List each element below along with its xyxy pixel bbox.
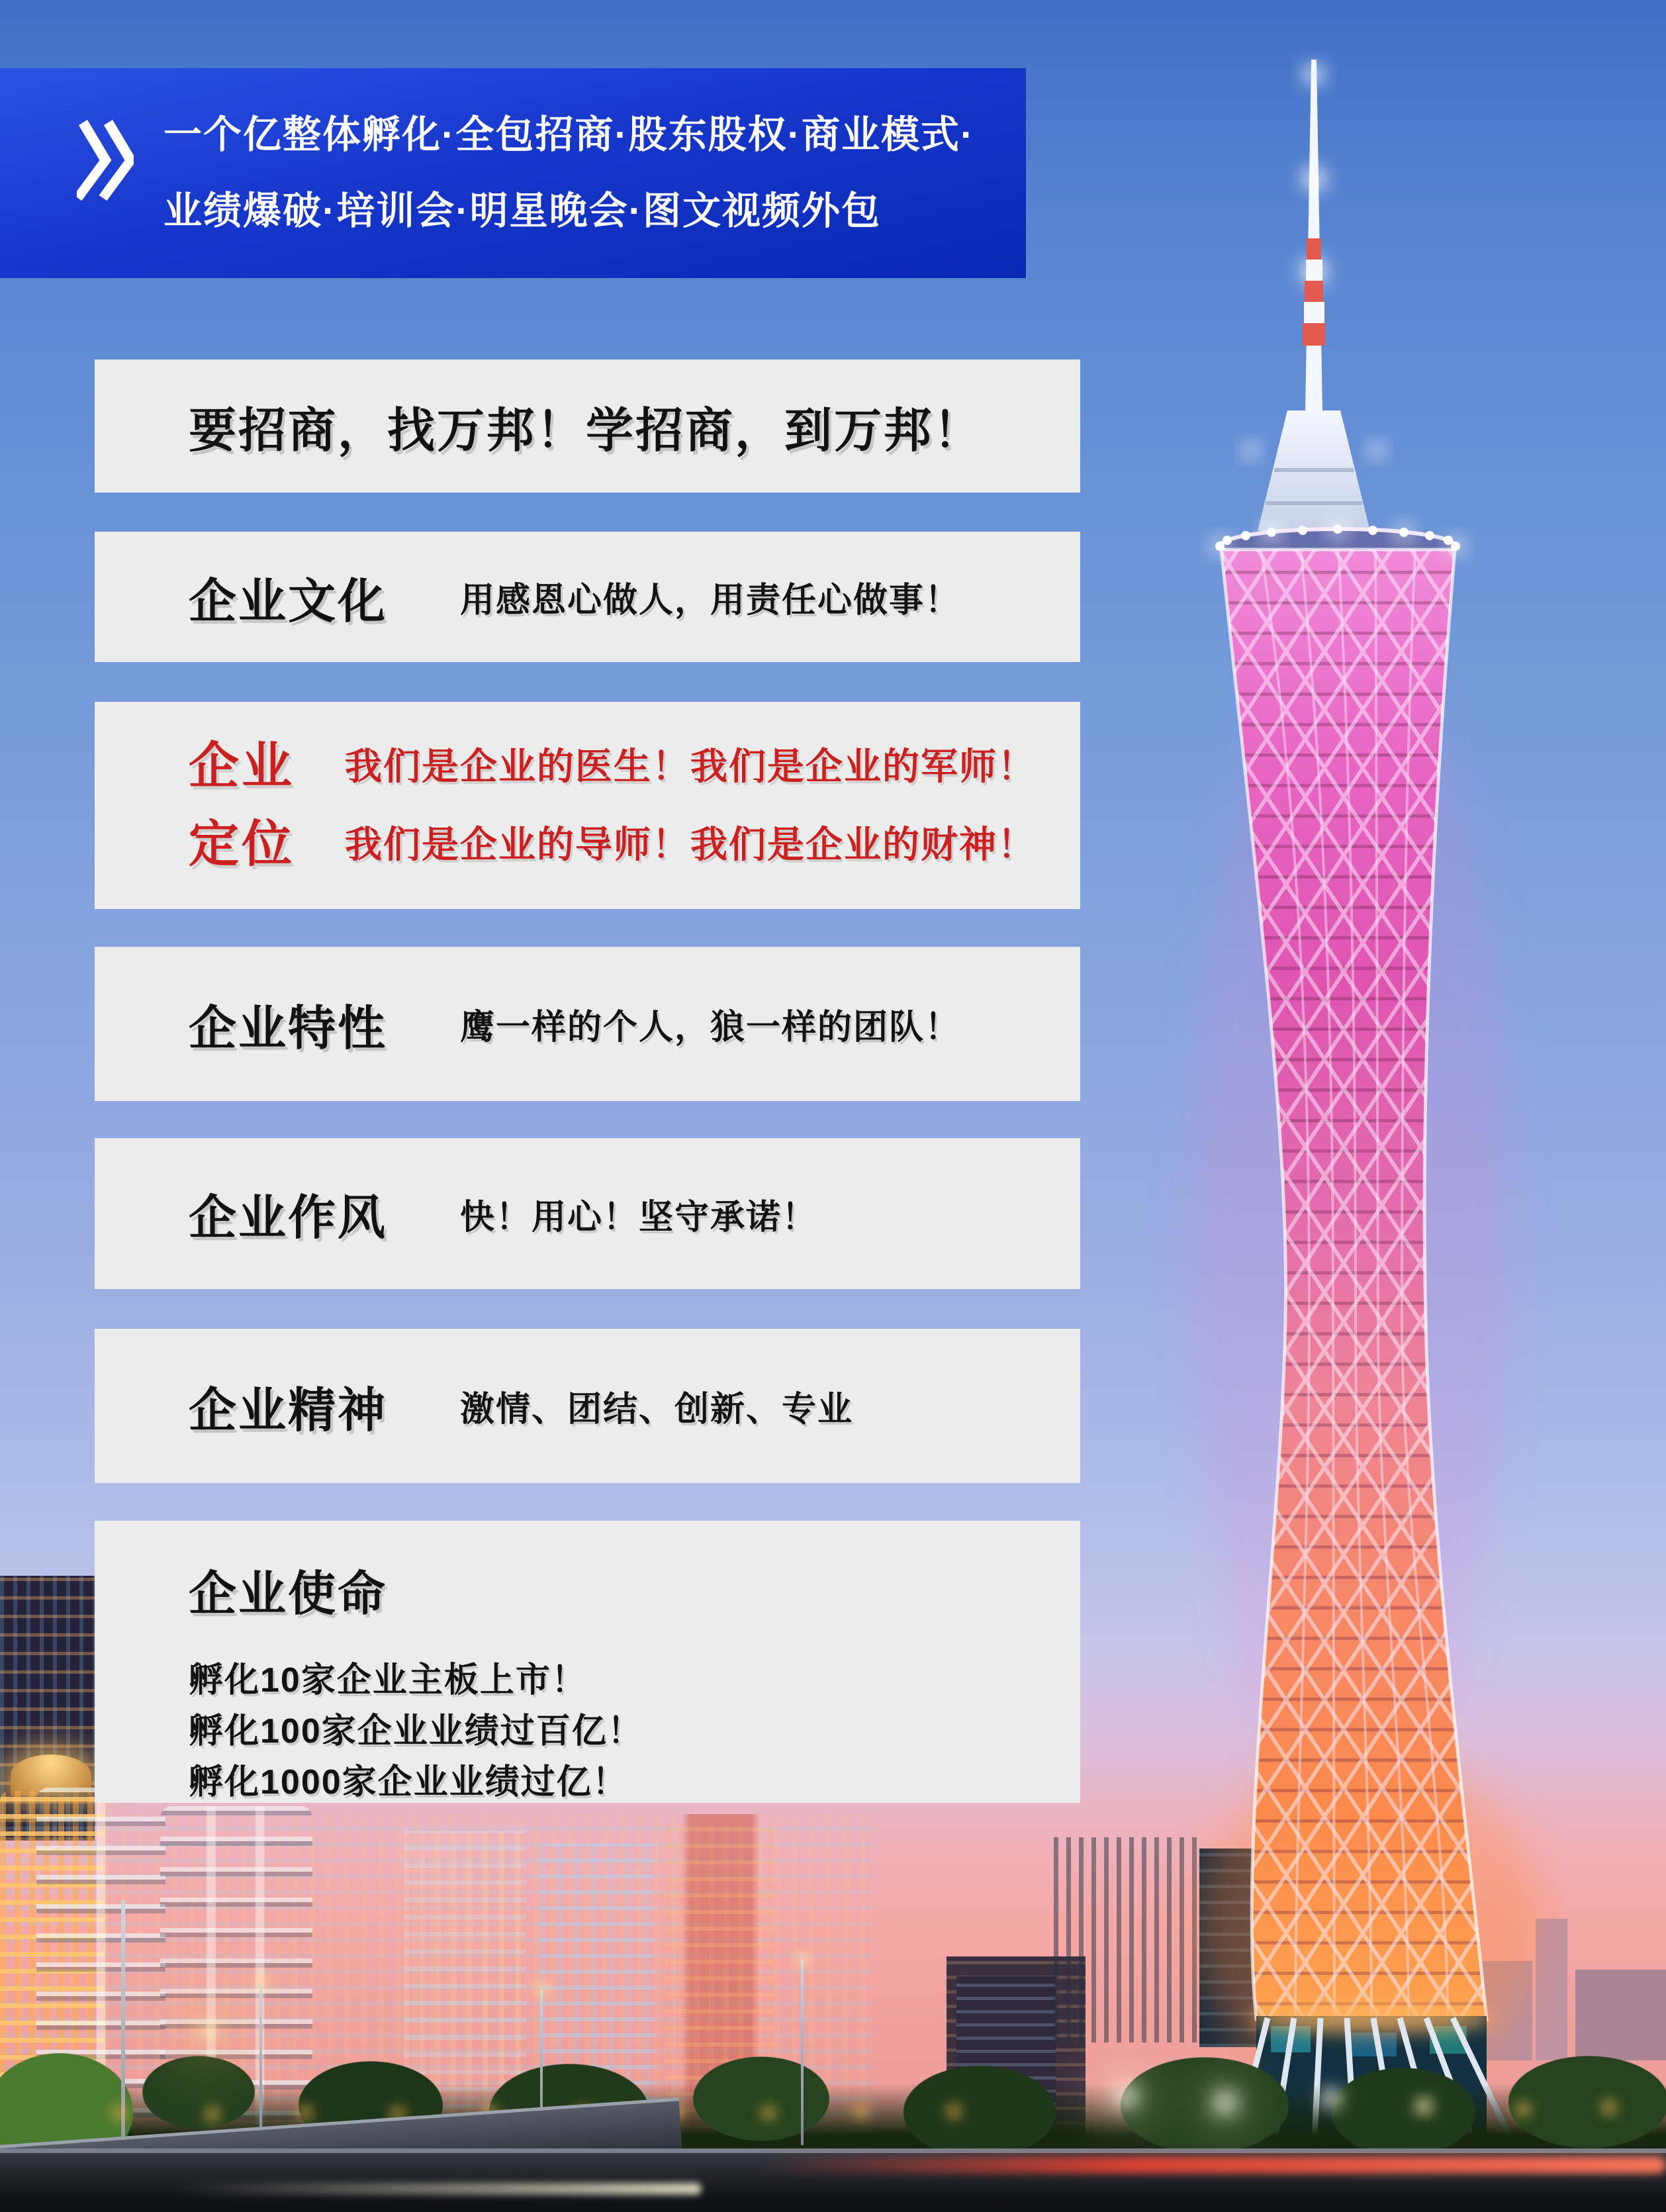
mission-title: 企业使命: [189, 1568, 388, 1621]
lamp-post: [801, 1960, 804, 2145]
card-positioning: [95, 702, 1080, 909]
positioning-statement-1: 我们是企业的医生！我们是企业的军师！: [345, 745, 1036, 787]
positioning-title: [189, 728, 295, 884]
card-spirit: [95, 1329, 1080, 1483]
spirit-title: 企业精神: [189, 1384, 388, 1437]
culture-title: 企业文化: [189, 575, 388, 628]
road: [0, 2148, 1666, 2212]
positioning-statement-2: 我们是企业的导师！我们是企业的财神！: [345, 823, 1036, 865]
positioning-statements: [345, 728, 1036, 884]
double-chevron-right-icon: [77, 117, 134, 203]
banner-line-2: 业绩爆破·培训会·明星晚会·图文视频外包: [163, 189, 881, 232]
mission-line-2: 孵化100家企业业绩过百亿！: [189, 1712, 643, 1751]
positioning-title-line-2: 定位: [189, 816, 295, 873]
lamp-post: [259, 1984, 262, 2149]
style-subtitle: 快！用心！坚守承诺！: [460, 1198, 818, 1237]
tower-antenna: [1244, 60, 1383, 531]
slogan-text: 要招商，找万邦！学招商，到万邦！: [189, 404, 984, 457]
tail-light-streak: [761, 2156, 1666, 2174]
card-slogan: [95, 360, 1080, 493]
card-mission: [95, 1521, 1080, 1803]
mission-lines: [189, 1655, 1080, 1808]
card-culture: [95, 532, 1080, 662]
street-lamp-glows: [0, 0, 1, 1]
traits-title: 企业特性: [189, 1002, 388, 1055]
canton-tower-illustration: [1152, 40, 1562, 2211]
guardrail: [0, 2148, 1666, 2153]
traits-subtitle: 鹰一样的个人，狼一样的团队！: [460, 1008, 961, 1047]
header-banner: [0, 68, 1026, 278]
culture-subtitle: 用感恩心做人，用责任心做事！: [460, 581, 961, 620]
spirit-subtitle: 激情、团结、创新、专业: [460, 1390, 854, 1429]
mission-line-3: 孵化1000家企业业绩过亿！: [189, 1763, 628, 1802]
card-traits: [95, 947, 1080, 1101]
positioning-title-line-1: 企业: [189, 738, 295, 794]
card-style: [95, 1138, 1080, 1289]
mission-line-1: 孵化10家企业主板上市！: [189, 1661, 587, 1700]
head-light-streak: [172, 2183, 702, 2195]
style-title: 企业作风: [189, 1192, 388, 1245]
banner-line-1: 一个亿整体孵化·全包招商·股东股权·商业模式·: [163, 113, 975, 156]
